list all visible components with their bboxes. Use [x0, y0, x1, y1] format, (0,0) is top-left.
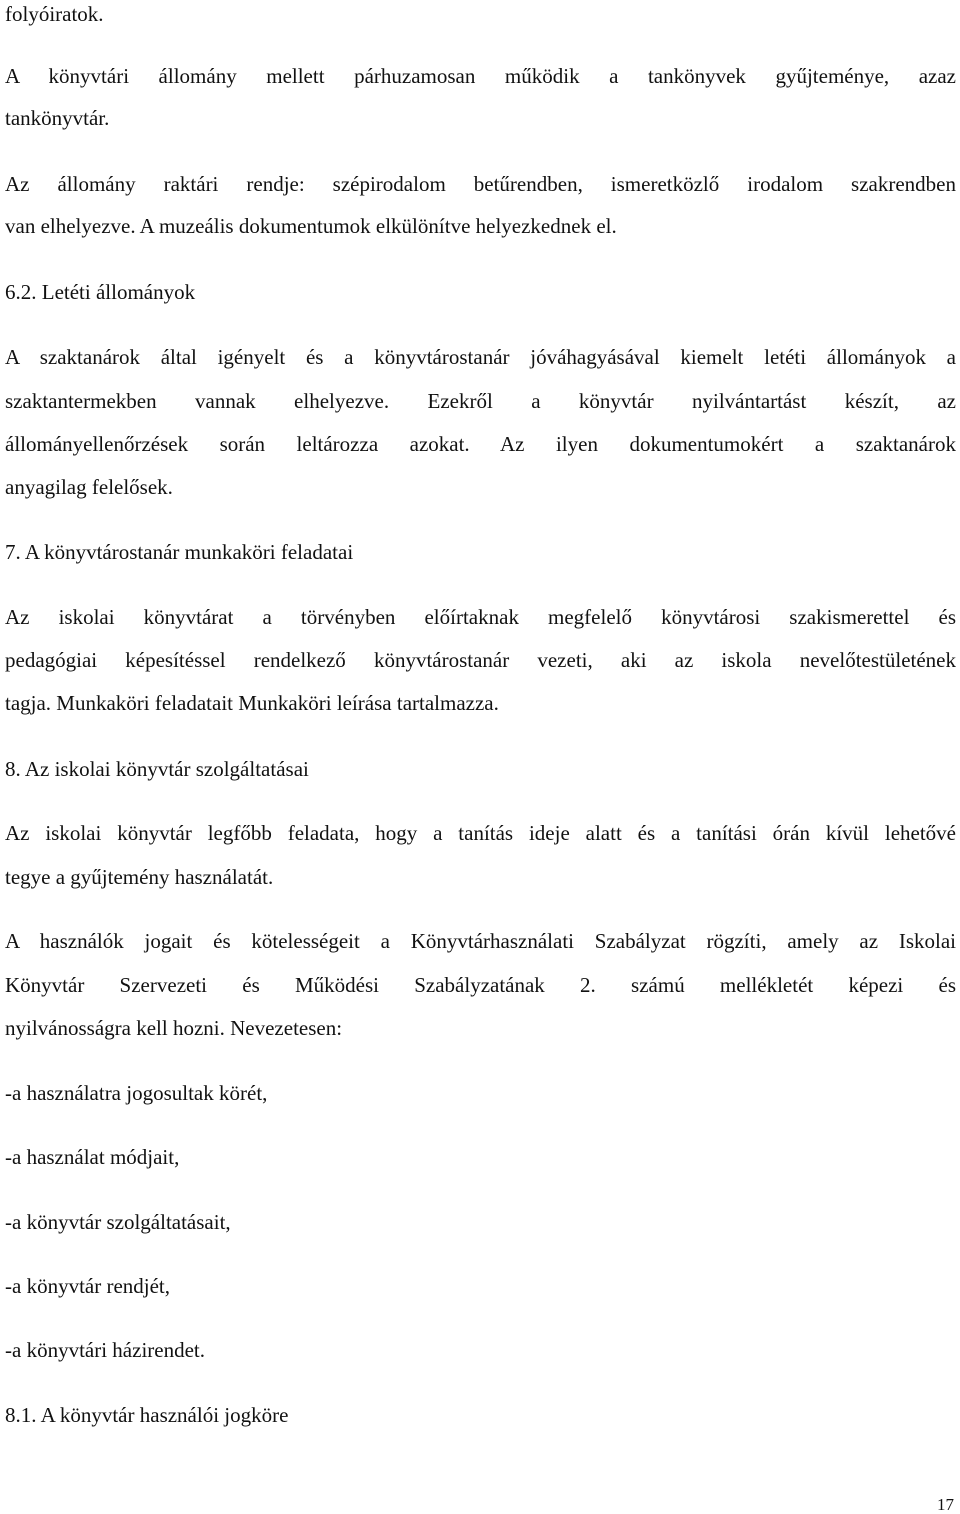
page-number: 17	[937, 1495, 954, 1514]
section-heading: 8.1. A könyvtár használói jogköre	[5, 1403, 289, 1427]
section-heading: 7. A könyvtárostanár munkaköri feladatai	[5, 540, 354, 564]
text-line: folyóiratok.	[5, 2, 104, 26]
text-line: Az iskolai könyvtárat a törvényben előírtaknak megfelelő könyvtárosi szakismerettel és	[5, 605, 956, 629]
list-item: -a használat módjait,	[5, 1145, 180, 1169]
text-line: A könyvtári állomány mellett párhuzamosan működik a tankönyvek gyűjteménye, azaz	[5, 64, 956, 88]
list-item: -a használatra jogosultak körét,	[5, 1081, 268, 1105]
text-line: A szaktanárok által igényelt és a könyvtárostanár jóváhagyásával kiemelt letéti állományok a	[5, 345, 956, 369]
text-line: van elhelyezve. A muzeális dokumentumok elkülönítve helyezkednek el.	[5, 214, 617, 238]
text-line: anyagilag felelősek.	[5, 475, 173, 499]
section-heading: 6.2. Letéti állományok	[5, 280, 196, 304]
text-line: tagja. Munkaköri feladatait Munkaköri leírása tartalmazza.	[5, 691, 499, 715]
text-line: állományellenőrzések során leltározza azokat. Az ilyen dokumentumokért a szaktanárok	[5, 432, 956, 456]
list-item: -a könyvtár rendjét,	[5, 1274, 171, 1298]
text-line: A használók jogait és kötelességeit a Könyvtárhasználati Szabályzat rögzíti, amely az Iskolai	[5, 929, 956, 953]
list-item: -a könyvtár szolgáltatásait,	[5, 1210, 231, 1234]
text-line: pedagógiai képesítéssel rendelkező könyvtárostanár vezeti, aki az iskola nevelőtestületének	[5, 648, 956, 672]
list-item: -a könyvtári házirendet.	[5, 1338, 205, 1362]
text-line: nyilvánosságra kell hozni. Nevezetesen:	[5, 1016, 343, 1040]
text-line: Könyvtár Szervezeti és Működési Szabályzatának 2. számú mellékletét képezi és	[5, 973, 956, 997]
text-line: tegye a gyűjtemény használatát.	[5, 865, 274, 889]
text-line: tankönyvtár.	[5, 106, 110, 130]
text-line: szaktantermekben vannak elhelyezve. Ezekről a könyvtár nyilvántartást készít, az	[5, 389, 956, 413]
section-heading: 8. Az iskolai könyvtár szolgáltatásai	[5, 757, 309, 781]
text-line: Az iskolai könyvtár legfőbb feladata, hogy a tanítás ideje alatt és a tanítási órán kívül lehetővé	[5, 821, 956, 845]
text-line: Az állomány raktári rendje: szépirodalom betűrendben, ismeretközlő irodalom szakrendben	[5, 172, 956, 196]
